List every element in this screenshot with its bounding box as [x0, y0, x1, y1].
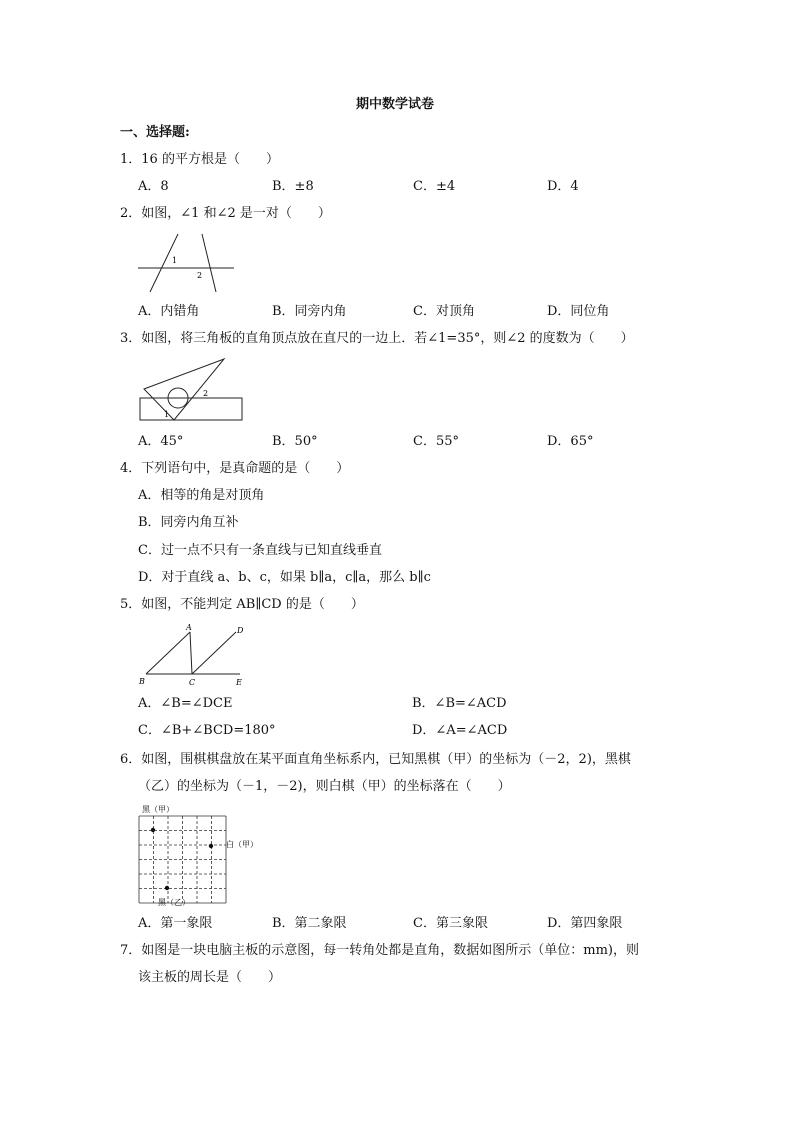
- q2-label-1: 1: [172, 256, 178, 265]
- question-1-stem: 1．16 的平方根是（ ）: [120, 152, 279, 167]
- question-6-stem-line2: （乙）的坐标为（－1，－2)，则白棋（甲）的坐标落在（ ）: [138, 779, 511, 794]
- q5-label-d: D: [237, 626, 244, 635]
- q6-option-a: A．第一象限: [138, 916, 213, 931]
- q6-label-black-jia: 黑（甲）: [142, 805, 174, 814]
- q3-option-c: C．55°: [413, 434, 459, 449]
- q1-option-b: B．±8: [272, 179, 314, 194]
- q3-option-a: A．45°: [138, 434, 184, 449]
- q3-figure: [136, 357, 246, 425]
- q4-option-b: B．同旁内角互补: [138, 515, 239, 530]
- q5-label-c: C: [189, 678, 196, 687]
- question-3-stem: 3．如图，将三角板的直角顶点放在直尺的一边上．若∠1=35°，则∠2 的度数为（ ）: [120, 331, 634, 346]
- q2-option-b: B．同旁内角: [272, 304, 347, 319]
- q6-white-stone-jia: [209, 844, 213, 848]
- q2-line-right: [202, 234, 216, 292]
- q5-option-d: D．∠A=∠ACD: [412, 723, 508, 738]
- page-title: 期中数学试卷: [356, 97, 435, 112]
- q6-label-white-jia: 白（甲）: [226, 840, 258, 849]
- q4-option-c: C．过一点不只有一条直线与已知直线垂直: [138, 543, 382, 558]
- q2-option-c: C．对顶角: [413, 304, 475, 319]
- q5-segment-cd: [192, 632, 236, 674]
- q3-option-b: B．50°: [272, 434, 318, 449]
- q6-black-stone-jia: [151, 828, 155, 832]
- q5-label-e: E: [236, 678, 242, 687]
- question-4-stem: 4．下列语句中，是真命题的是（ ）: [120, 461, 350, 476]
- q5-label-b: B: [139, 677, 145, 686]
- q5-label-a: A: [186, 623, 192, 632]
- q2-label-2: 2: [197, 271, 203, 280]
- section-heading: 一、选择题:: [120, 125, 190, 140]
- q3-option-d: D．65°: [547, 434, 594, 449]
- q6-option-b: B．第二象限: [272, 916, 347, 931]
- q1-option-c: C．±4: [413, 179, 456, 194]
- q5-segment-ac: [190, 632, 192, 674]
- q1-option-d: D．4: [547, 179, 579, 194]
- q2-option-d: D．同位角: [547, 304, 610, 319]
- question-7-stem-line2: 该主板的周长是（ ）: [138, 970, 282, 985]
- q4-option-a: A．相等的角是对顶角: [138, 488, 265, 503]
- q6-figure-go-board: [136, 803, 266, 907]
- question-6-stem-line1: 6．如图，围棋棋盘放在某平面直角坐标系内，已知黑棋（甲）的坐标为（－2，2)，黑棋: [120, 752, 631, 767]
- q5-option-a: A．∠B=∠DCE: [138, 696, 233, 711]
- q6-option-d: D．第四象限: [547, 916, 623, 931]
- q2-figure: [136, 232, 236, 294]
- question-5-stem: 5．如图，不能判定 AB∥CD 的是（ ）: [120, 597, 364, 612]
- q1-option-a: A．8: [138, 179, 169, 194]
- q6-black-stone-yi: [165, 886, 169, 890]
- question-2-stem: 2．如图，∠1 和∠2 是一对（ ）: [120, 206, 331, 221]
- q4-option-d: D．对于直线 a、b、c，如果 b∥a，c∥a，那么 b∥c: [138, 570, 431, 585]
- q3-label-2: 2: [203, 389, 209, 398]
- q5-option-c: C．∠B+∠BCD=180°: [138, 723, 276, 738]
- q5-option-b: B．∠B=∠ACD: [412, 696, 507, 711]
- q2-option-a: A．内错角: [138, 304, 200, 319]
- q3-label-1: 1: [164, 410, 170, 419]
- question-7-stem-line1: 7．如图是一块电脑主板的示意图，每一转角处都是直角，数据如图所示（单位：mm)，则: [120, 943, 639, 958]
- q5-segment-ab: [146, 632, 190, 674]
- q6-label-black-yi: 黑（乙）: [158, 898, 190, 907]
- q5-figure: [136, 622, 256, 688]
- q6-option-c: C．第三象限: [413, 916, 488, 931]
